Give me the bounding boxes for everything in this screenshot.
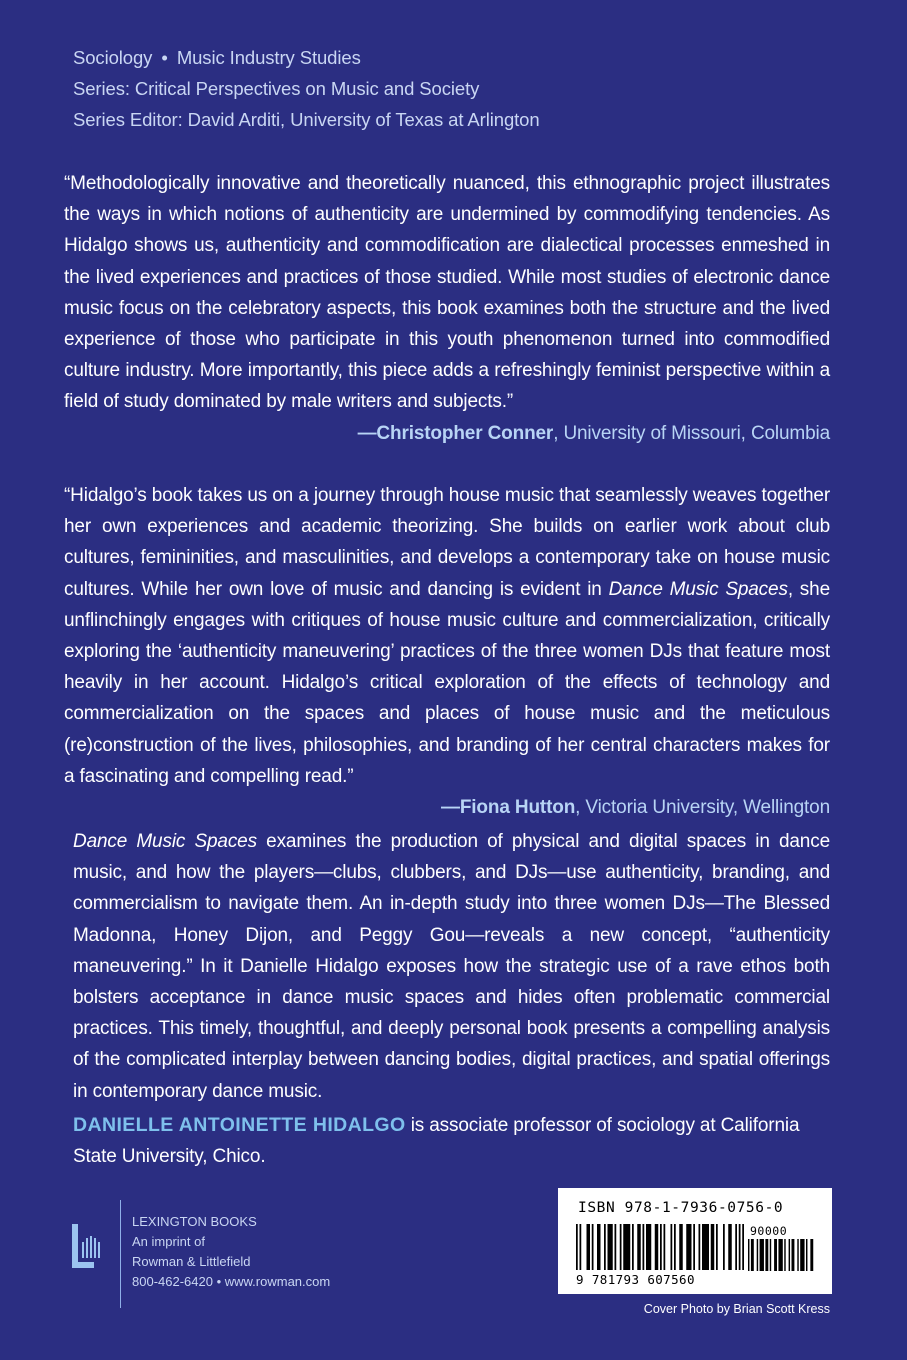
endorsement-text-part: , she unflinchingly engages with critiques of house music culture and commercialization, critically exploring the ‘authenticity maneuvering’ practices of the three women DJs that feature most heavily in her account. Hidalgo’s critical exploration of the effects of technology and commercialization on the spaces and places of house music and the meticulous (re)construction of the lives, philosophies, and branding of her central characters makes for a fascinating and compelling read.” [64, 578, 830, 787]
barcode-bar [655, 1224, 659, 1270]
barcode-bar [760, 1239, 764, 1271]
barcode-bar [765, 1239, 768, 1271]
cover-photo-credit: Cover Photo by Brian Scott Kress [643, 1302, 830, 1316]
barcode-bar [632, 1224, 634, 1270]
endorsement-hutton [64, 480, 830, 823]
barcode-bar [742, 1224, 744, 1270]
barcode-bar [711, 1224, 715, 1270]
barcode-bar [637, 1224, 641, 1270]
isbn-barcode [558, 1188, 832, 1294]
barcode-bar [806, 1239, 807, 1271]
barcode-bar [693, 1224, 695, 1270]
barcode-bar [723, 1224, 725, 1270]
barcode-bar [810, 1239, 813, 1271]
barcode-bar [699, 1224, 701, 1270]
author-name: DANIELLE ANTOINETTE HIDALGO [73, 1114, 406, 1136]
barcode-bar [643, 1224, 645, 1270]
author-bio-text: is associate professor of sociology at California State University, Chico. [73, 1115, 800, 1168]
barcode-bar [580, 1224, 582, 1270]
barcode-bar [587, 1224, 591, 1270]
barcode-bar [784, 1239, 785, 1271]
endorsement-text: “Methodologically innovative and theoretically nuanced, this ethnographic project illustrates the ways in which notions of authenticity are undermined by commodifying tendencies. As Hidalgo shows us, authenticity and commodification are dialectical processes enmeshed in the lived experiences and practices of those studied. While most studies of electronic dance music focus on the celebratory aspects, this book examines both the structure and the lived experience of those who participate in this youth phenomenon turned into commodified culture industry. More importantly, this piece adds a refreshingly feminist perspective within a field of study dominated by male writers and subjects.” [64, 173, 830, 413]
bullet-separator: • [161, 47, 168, 68]
barcode-bar [757, 1239, 758, 1271]
barcode-bar [623, 1224, 630, 1270]
description-text: examines the production of physical and digital spaces in dance music, and how the players—clubs, clubbers, and DJs—use authenticity, branding, and commercialism to navigate them. An in-depth study into three women DJs—The Blessed Madonna, Honey Dijon, and Peggy Gou—reveals a new concept, “authenticity maneuvering.” In it Danielle Hidalgo exposes how the strategic use of a rave ethos both bolsters acceptance in dance music spaces and hides often problematic commercial practices. This timely, thoughtful, and deeply personal book presents a compelling analysis of the complicated interplay between dancing bodies, digital practices, and spatial offerings in contemporary dance music. [73, 831, 830, 1102]
barcode-bars [576, 1224, 744, 1272]
endorser-name: —Fiona Hutton [440, 797, 576, 819]
category-music-industry: Music Industry Studies [176, 47, 361, 68]
parent-publisher: Rowman & Littlefield [132, 1254, 251, 1269]
publisher-name: LEXINGTON BOOKS [132, 1214, 257, 1229]
category-line [73, 42, 540, 73]
barcode-bar [792, 1239, 795, 1271]
endorsement-text [64, 480, 830, 792]
barcode-addon-digits: 90000 [750, 1224, 788, 1238]
series-line: Series: Critical Perspectives on Music and Society [73, 78, 480, 99]
barcode-bar [739, 1224, 741, 1270]
barcode-bar [679, 1224, 683, 1270]
barcode-bar [597, 1224, 601, 1270]
publisher-divider [120, 1200, 121, 1308]
book-meta [73, 42, 540, 135]
imprint-line: An imprint of [132, 1234, 205, 1249]
author-bio [73, 1110, 830, 1172]
barcode-bar [728, 1224, 732, 1270]
barcode-bar [604, 1224, 606, 1270]
endorsement-attribution [64, 418, 830, 449]
barcode-addon-bars [748, 1239, 814, 1283]
barcode-bar [664, 1224, 666, 1270]
barcode-bar [778, 1239, 782, 1271]
publisher-text [132, 1212, 330, 1292]
endorser-affiliation: , University of Missouri, Columbia [553, 422, 830, 444]
barcode-bar [770, 1239, 771, 1271]
barcode-bar [774, 1239, 777, 1271]
barcode-bar [789, 1239, 790, 1271]
endorser-name: —Christopher Conner [357, 422, 554, 444]
endorsement-attribution [64, 792, 830, 823]
publisher-contact: 800-462-6420 • www.rowman.com [132, 1274, 331, 1289]
barcode-bar [620, 1224, 622, 1270]
isbn-number: ISBN 978-1-7936-0756-0 [578, 1200, 784, 1216]
barcode-bar [674, 1224, 676, 1270]
lexington-logo-icon [72, 1220, 108, 1272]
book-description [73, 826, 830, 1107]
barcode-bar [615, 1224, 617, 1270]
barcode-bar [797, 1239, 798, 1271]
barcode-digits: 9 781793 607560 [576, 1272, 695, 1287]
endorsement-text-part: “Hidalgo’s book takes us on a journey through house music that seamlessly weaves together her own experiences and academic theorizing. She builds on earlier work about club cultures, femininities, and masculinities, and develops a contemporary take on house music cultures. While her own love of music and dancing is evident in [64, 485, 830, 600]
book-title-italic: Dance Music Spaces [608, 578, 788, 600]
barcode-bar [671, 1224, 673, 1270]
barcode-bar [702, 1224, 709, 1270]
book-title-italic: Dance Music Spaces [73, 831, 257, 852]
barcode-bar [748, 1239, 749, 1271]
series-editor-line: Series Editor: David Arditi, University of Texas at Arlington [73, 109, 540, 130]
endorser-affiliation: , Victoria University, Wellington [575, 797, 830, 819]
barcode-bar [646, 1224, 651, 1270]
barcode-bar [716, 1224, 718, 1270]
barcode-bar [735, 1224, 737, 1270]
publisher-block [72, 1200, 372, 1310]
endorsement-conner [64, 168, 830, 449]
barcode-bar [800, 1239, 804, 1271]
barcode-bar [608, 1224, 613, 1270]
category-sociology: Sociology [73, 47, 153, 68]
barcode-bar [660, 1224, 662, 1270]
barcode-bar [592, 1224, 594, 1270]
barcode-bar [751, 1239, 754, 1271]
barcode-bar [686, 1224, 691, 1270]
barcode-bar [576, 1224, 578, 1270]
